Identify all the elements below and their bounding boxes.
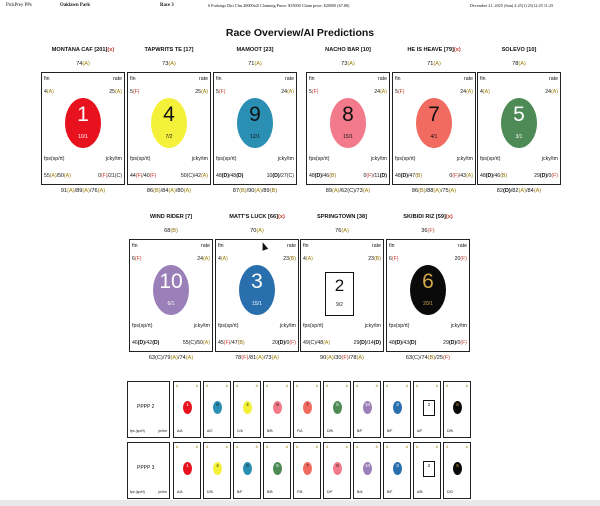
mini-bottom-grades: C/A bbox=[237, 429, 243, 433]
mini-bottom-grades: A/A bbox=[177, 429, 183, 433]
horse-card-2[interactable] bbox=[300, 239, 384, 352]
fps-grade: 49(C)/48(A) bbox=[303, 340, 331, 346]
mini-bottom-grades: D/D bbox=[447, 490, 454, 494]
mini-card-6[interactable] bbox=[443, 381, 471, 438]
mini-fin-grade: A bbox=[206, 445, 209, 449]
jcky-label: jcky/tm bbox=[105, 156, 122, 162]
jcky-label: jcky/tm bbox=[277, 156, 294, 162]
mini-saddlecloth: 3 bbox=[393, 401, 402, 414]
saddlecloth-oval bbox=[237, 98, 273, 148]
mini-bottom-grades: B/B bbox=[267, 490, 273, 494]
mini-saddlecloth: 4 bbox=[213, 462, 222, 475]
horse-name: MAMOOT [23] bbox=[236, 47, 274, 53]
rate-grade: 20(F) bbox=[454, 256, 467, 262]
fps-grade: 46(D)/42(D) bbox=[132, 340, 160, 346]
rate-label: rate bbox=[372, 243, 381, 249]
horse-name: TAPWRITS TE [17] bbox=[144, 47, 194, 53]
program-number: 5 bbox=[513, 103, 525, 126]
fps-grade: 44(F)/40(F) bbox=[130, 173, 157, 179]
horse-footer-grades: 63(C)/74(B)/25(F) bbox=[405, 355, 451, 361]
fin-label: fin bbox=[132, 243, 138, 249]
fin-grade: 5(F) bbox=[309, 89, 319, 95]
mini-summary-card[interactable] bbox=[127, 442, 170, 499]
program-number: 4 bbox=[163, 103, 175, 126]
mini-bottom-grades: B/F bbox=[357, 429, 363, 433]
horse-rating: 71(A) bbox=[427, 61, 441, 67]
horse-card-1[interactable] bbox=[41, 72, 125, 185]
fin-grade: 5(F) bbox=[130, 89, 140, 95]
horse-rating: 36(F) bbox=[421, 228, 435, 234]
fin-label: fin bbox=[44, 76, 50, 82]
mini-card-4[interactable] bbox=[233, 381, 261, 438]
page-header bbox=[0, 0, 600, 10]
horse-rating: 73(A) bbox=[162, 61, 176, 67]
morning-line-odds: 3/1 bbox=[515, 134, 523, 140]
jcky-grade: 50(C)/42(A) bbox=[180, 173, 208, 179]
mini-summary-card[interactable] bbox=[127, 381, 170, 438]
fps-grade: 48(D)/48(D) bbox=[216, 173, 244, 179]
page-title: Race Overview/AI Predictions bbox=[225, 27, 375, 39]
program-number: 7 bbox=[428, 103, 440, 126]
mini-row-label: PPPP 2 bbox=[137, 404, 155, 410]
mini-saddlecloth: 4 bbox=[243, 401, 252, 414]
mini-card-8[interactable] bbox=[323, 442, 351, 499]
horse-name: MATT'S LUCK [66](x) bbox=[229, 214, 285, 220]
brand-label: PickPrey PPs bbox=[6, 3, 32, 8]
saddlecloth-oval bbox=[151, 98, 187, 148]
horse-card-8[interactable] bbox=[306, 72, 390, 185]
program-number: 9 bbox=[249, 103, 261, 126]
horse-name: WIND RIDER [7] bbox=[149, 214, 193, 220]
rate-label: rate bbox=[199, 76, 208, 82]
mini-bottom-grades: A/B bbox=[417, 490, 423, 494]
saddlecloth-oval bbox=[153, 265, 189, 315]
mini-bottom-grades: A/A bbox=[177, 490, 183, 494]
morning-line-odds: 4/1 bbox=[430, 134, 438, 140]
mini-rate-grade: A bbox=[315, 445, 318, 449]
horse-card-3[interactable] bbox=[215, 239, 299, 352]
jcky-grade: 29(D)/0(F) bbox=[443, 340, 467, 346]
fin-grade: 4(A) bbox=[303, 256, 313, 262]
mini-fin-grade: A bbox=[296, 445, 299, 449]
mini-fps-label: fps (sp/rt) bbox=[130, 490, 145, 494]
mini-card-1[interactable] bbox=[173, 381, 201, 438]
rate-grade: 24(A) bbox=[374, 89, 387, 95]
rate-label: rate bbox=[458, 243, 467, 249]
fin-label: fin bbox=[480, 76, 486, 82]
jcky-grade: 0(F)/43(A) bbox=[449, 173, 473, 179]
fin-grade: 6(F) bbox=[132, 256, 142, 262]
mini-fin-grade: A bbox=[266, 384, 269, 388]
morning-line-odds: 10/1 bbox=[78, 134, 88, 140]
fin-label: fin bbox=[389, 243, 395, 249]
rate-grade: 24(A) bbox=[460, 89, 473, 95]
saddlecloth-oval bbox=[501, 98, 537, 148]
mini-fin-grade: A bbox=[296, 384, 299, 388]
jcky-grade: 10(D)/27(C) bbox=[266, 173, 294, 179]
mini-saddlecloth: 7 bbox=[303, 462, 312, 475]
morning-line-odds: 6/1 bbox=[167, 301, 175, 307]
mini-program-box: 2 bbox=[423, 461, 435, 477]
mini-rate-grade: A bbox=[195, 384, 198, 388]
saddlecloth-oval bbox=[330, 98, 366, 148]
mini-bottom-grades: D/B bbox=[327, 429, 333, 433]
horse-card-4[interactable] bbox=[127, 72, 211, 185]
mini-saddlecloth: 1 bbox=[183, 462, 192, 475]
fps-label: fps(sp/rt) bbox=[389, 323, 410, 329]
mini-rate-grade: A bbox=[405, 384, 408, 388]
mini-rate-grade: A bbox=[375, 445, 378, 449]
fps-label: fps(sp/rt) bbox=[480, 156, 501, 162]
fps-grade: 48(D)/47(B) bbox=[395, 173, 423, 179]
rate-grade: 23(B) bbox=[368, 256, 381, 262]
horse-rating: 74(A) bbox=[76, 61, 90, 67]
mini-card-7[interactable] bbox=[293, 381, 321, 438]
fin-label: fin bbox=[216, 76, 222, 82]
rate-label: rate bbox=[201, 243, 210, 249]
mini-fps-label: fps (sp/rt) bbox=[130, 429, 145, 433]
fps-grade: 48(D)/46(B) bbox=[309, 173, 337, 179]
horse-footer-grades: 78(F)/81(A)/73(A) bbox=[235, 355, 279, 361]
mini-fin-grade: A bbox=[326, 384, 329, 388]
mini-fin-grade: A bbox=[416, 384, 419, 388]
mini-saddlecloth: 1 bbox=[183, 401, 192, 414]
jcky-label: jcky/tm bbox=[191, 156, 208, 162]
horse-footer-grades: 86(B)/84(A)/80(A) bbox=[146, 188, 192, 194]
horse-footer-grades: 87(B)/90(A)/89(B) bbox=[232, 188, 278, 194]
mini-program-box: 2 bbox=[423, 400, 435, 416]
fin-label: fin bbox=[218, 243, 224, 249]
mini-bottom-grades: F/A bbox=[297, 429, 303, 433]
fin-label: fin bbox=[303, 243, 309, 249]
mini-bottom-grades: B/F bbox=[387, 429, 393, 433]
morning-line-odds: 9/2 bbox=[336, 302, 343, 308]
mini-saddlecloth: 8 bbox=[273, 401, 282, 414]
horse-footer-grades: 91(A)/89(A)/76(A) bbox=[60, 188, 106, 194]
mini-rate-grade: A bbox=[345, 384, 348, 388]
mini-fin-grade: A bbox=[356, 384, 359, 388]
mini-fin-grade: A bbox=[236, 445, 239, 449]
rate-label: rate bbox=[549, 76, 558, 82]
jcky-label: jcky/tm bbox=[364, 323, 381, 329]
mini-card-9[interactable] bbox=[203, 381, 231, 438]
jcky-label: jcky/tm bbox=[456, 156, 473, 162]
fin-grade: 5(F) bbox=[216, 89, 226, 95]
mini-saddlecloth: 5 bbox=[273, 462, 282, 475]
horse-card-9[interactable] bbox=[213, 72, 297, 185]
horse-name: HE IS HEAVE [79](x) bbox=[407, 47, 461, 53]
mini-card-7[interactable] bbox=[293, 442, 321, 499]
mini-bottom-grades: F/B bbox=[297, 490, 303, 494]
fin-label: fin bbox=[130, 76, 136, 82]
saddlecloth-oval bbox=[65, 98, 101, 148]
mini-card-4[interactable] bbox=[203, 442, 231, 499]
horse-footer-grades: 86(B)/88(A)/75(A) bbox=[411, 188, 457, 194]
mini-saddlecloth: 9 bbox=[213, 401, 222, 414]
mini-rate-grade: A bbox=[405, 445, 408, 449]
mini-rate-grade: A bbox=[255, 445, 258, 449]
rate-label: rate bbox=[287, 243, 296, 249]
horse-name: SPRINGTOWN [38] bbox=[317, 214, 367, 220]
mini-card-5[interactable] bbox=[323, 381, 351, 438]
mini-bottom-grades: A/C bbox=[207, 429, 213, 433]
program-number-box bbox=[325, 272, 354, 316]
mini-card-5[interactable] bbox=[263, 442, 291, 499]
horse-rating: 71(A) bbox=[248, 61, 262, 67]
mini-rate-grade: A bbox=[345, 445, 348, 449]
mini-rate-grade: A bbox=[225, 384, 228, 388]
mini-fin-grade: A bbox=[386, 384, 389, 388]
mini-saddlecloth: 3 bbox=[393, 462, 402, 475]
mini-fin-grade: A bbox=[176, 384, 179, 388]
mini-jt-label: jm/tm bbox=[158, 429, 167, 433]
jcky-label: jcky/tm bbox=[370, 156, 387, 162]
race-number: Race 3 bbox=[160, 3, 174, 8]
morning-line-odds: 12/1 bbox=[250, 134, 260, 140]
program-number: 6 bbox=[422, 270, 434, 293]
fps-label: fps(sp/rt) bbox=[216, 156, 237, 162]
program-number: 1 bbox=[77, 103, 89, 126]
fps-grade: 48(D)/46(B) bbox=[480, 173, 508, 179]
horse-footer-grades: 90(A)/30(F)/78(A) bbox=[320, 355, 364, 361]
rate-grade: 24(A) bbox=[281, 89, 294, 95]
mini-rate-grade: A bbox=[225, 445, 228, 449]
fin-grade: 4(A) bbox=[218, 256, 228, 262]
mini-card-2[interactable] bbox=[413, 381, 441, 438]
fps-label: fps(sp/rt) bbox=[218, 323, 239, 329]
jcky-label: jcky/tm bbox=[450, 323, 467, 329]
horizontal-scrollbar[interactable] bbox=[0, 500, 600, 506]
rate-label: rate bbox=[464, 76, 473, 82]
horse-rating: 78(A) bbox=[512, 61, 526, 67]
morning-line-odds: 15/1 bbox=[343, 134, 353, 140]
mini-card-10[interactable] bbox=[353, 381, 381, 438]
horse-rating: 68(B) bbox=[164, 228, 178, 234]
fin-grade: 4(A) bbox=[44, 89, 54, 95]
fps-grade: 55(A)/50(A) bbox=[44, 173, 71, 179]
mini-bottom-grades: D/B bbox=[447, 429, 453, 433]
mini-fin-grade: A bbox=[446, 384, 449, 388]
jcky-grade: 55(C)/50(A) bbox=[182, 340, 210, 346]
fps-label: fps(sp/rt) bbox=[132, 323, 153, 329]
mini-card-10[interactable] bbox=[353, 442, 381, 499]
horse-name: NACHO BAR [10] bbox=[325, 47, 371, 53]
rate-grade: 24(A) bbox=[545, 89, 558, 95]
rate-label: rate bbox=[113, 76, 122, 82]
horse-rating: 70(A) bbox=[250, 228, 264, 234]
mini-rate-grade: A bbox=[285, 384, 288, 388]
mini-fin-grade: A bbox=[356, 445, 359, 449]
program-number: 2 bbox=[334, 276, 345, 295]
saddlecloth-oval bbox=[416, 98, 452, 148]
jcky-grade: 20(D)/0(F) bbox=[272, 340, 296, 346]
mini-card-2[interactable] bbox=[413, 442, 441, 499]
rate-grade: 25(A) bbox=[109, 89, 122, 95]
fps-grade: 45(F)/47(B) bbox=[218, 340, 245, 346]
horse-footer-grades: 63(C)/79(A)/74(A) bbox=[148, 355, 194, 361]
track-name: Oaklawn Park bbox=[60, 3, 90, 8]
mini-rate-grade: A bbox=[465, 384, 468, 388]
mini-fin-grade: A bbox=[386, 445, 389, 449]
horse-name: SOLEVO [10] bbox=[501, 47, 537, 53]
program-number: 3 bbox=[251, 270, 263, 293]
saddlecloth-oval bbox=[239, 265, 275, 315]
fps-label: fps(sp/rt) bbox=[395, 156, 416, 162]
jcky-label: jcky/tm bbox=[193, 323, 210, 329]
mini-saddlecloth: 5 bbox=[333, 401, 342, 414]
fps-label: fps(sp/rt) bbox=[130, 156, 151, 162]
fps-label: fps(sp/rt) bbox=[44, 156, 65, 162]
mini-saddlecloth: 10 bbox=[363, 462, 372, 475]
mini-rate-grade: A bbox=[435, 445, 438, 449]
mini-fin-grade: A bbox=[206, 384, 209, 388]
horse-card-10[interactable] bbox=[129, 239, 213, 352]
race-conditions: 6 Furlongs Dirt Clm 20000n2l Claiming Purse: $35000 Claim price: $20000 (67.80) bbox=[208, 3, 350, 8]
mini-fin-grade: A bbox=[446, 445, 449, 449]
mini-fin-grade: A bbox=[176, 445, 179, 449]
horse-rating: 73(A) bbox=[341, 61, 355, 67]
rate-label: rate bbox=[285, 76, 294, 82]
horse-card-7[interactable] bbox=[392, 72, 476, 185]
mini-rate-grade: A bbox=[435, 384, 438, 388]
horse-card-5[interactable] bbox=[477, 72, 561, 185]
mini-card-8[interactable] bbox=[263, 381, 291, 438]
mini-rate-grade: A bbox=[315, 384, 318, 388]
fps-label: fps(sp/rt) bbox=[309, 156, 330, 162]
mini-bottom-grades: A/F bbox=[417, 429, 423, 433]
mini-saddlecloth: 7 bbox=[303, 401, 312, 414]
morning-line-odds: 7/2 bbox=[165, 134, 173, 140]
saddlecloth-oval bbox=[410, 265, 446, 315]
mini-card-9[interactable] bbox=[233, 442, 261, 499]
mini-rate-grade: A bbox=[195, 445, 198, 449]
mini-bottom-grades: D/F bbox=[327, 490, 333, 494]
mini-saddlecloth: 8 bbox=[333, 462, 342, 475]
mini-saddlecloth: 6 bbox=[453, 401, 462, 414]
mini-rate-grade: A bbox=[375, 384, 378, 388]
fin-grade: 6(F) bbox=[389, 256, 399, 262]
mini-rate-grade: A bbox=[465, 445, 468, 449]
horse-footer-grades: 89(A)/62(C)/73(A) bbox=[325, 188, 371, 194]
mini-bottom-grades: B/F bbox=[237, 490, 243, 494]
mini-fin-grade: A bbox=[236, 384, 239, 388]
jcky-label: jcky/tm bbox=[541, 156, 558, 162]
morning-line-odds: 20/1 bbox=[423, 301, 433, 307]
jcky-grade: 0(F)/21(C) bbox=[98, 173, 122, 179]
fin-grade: 4(A) bbox=[480, 89, 490, 95]
jcky-grade: 29(D)/0(F) bbox=[534, 173, 558, 179]
fin-label: fin bbox=[395, 76, 401, 82]
mini-fin-grade: A bbox=[416, 445, 419, 449]
mini-rate-grade: A bbox=[255, 384, 258, 388]
program-number: 8 bbox=[342, 103, 354, 126]
mini-card-6[interactable] bbox=[443, 442, 471, 499]
mini-card-1[interactable] bbox=[173, 442, 201, 499]
horse-footer-grades: 82(D)/82(A)/84(A) bbox=[496, 188, 542, 194]
mini-bottom-grades: B/F bbox=[387, 490, 393, 494]
horse-name: SKIBIDI RIZ [59](x) bbox=[403, 214, 453, 220]
morning-line-odds: 15/1 bbox=[252, 301, 262, 307]
mini-rate-grade: A bbox=[285, 445, 288, 449]
horse-name: MONTANA CAF [201](x) bbox=[51, 47, 115, 53]
mini-row-label: PPPP 3 bbox=[137, 465, 155, 471]
mini-saddlecloth: 10 bbox=[363, 401, 372, 414]
mini-card-3[interactable] bbox=[383, 381, 411, 438]
mini-card-3[interactable] bbox=[383, 442, 411, 499]
mini-fin-grade: A bbox=[266, 445, 269, 449]
jcky-grade: 29(D)/14(D) bbox=[353, 340, 381, 346]
rate-grade: 23(B) bbox=[283, 256, 296, 262]
rate-grade: 25(A) bbox=[195, 89, 208, 95]
mini-bottom-grades: B/A bbox=[357, 490, 363, 494]
fin-label: fin bbox=[309, 76, 315, 82]
mini-bottom-grades: B/B bbox=[267, 429, 273, 433]
horse-card-6[interactable] bbox=[386, 239, 470, 352]
fps-label: fps(sp/rt) bbox=[303, 323, 324, 329]
rate-label: rate bbox=[378, 76, 387, 82]
rate-grade: 24(A) bbox=[197, 256, 210, 262]
mini-fin-grade: A bbox=[326, 445, 329, 449]
program-number: 10 bbox=[159, 270, 183, 293]
jcky-grade: 0(F)/11(D) bbox=[363, 173, 387, 179]
mini-saddlecloth: 9 bbox=[243, 462, 252, 475]
jcky-label: jcky/tm bbox=[279, 323, 296, 329]
fps-grade: 48(D)/43(D) bbox=[389, 340, 417, 346]
mini-jt-label: jm/tm bbox=[158, 490, 167, 494]
mini-bottom-grades: D/B bbox=[207, 490, 213, 494]
race-date: December 21, 2025 (Sun) 2:25(1) 25(12:25 11:25 bbox=[470, 3, 554, 8]
mini-saddlecloth: 6 bbox=[453, 462, 462, 475]
fin-grade: 5(F) bbox=[395, 89, 405, 95]
horse-rating: 76(A) bbox=[335, 228, 349, 234]
